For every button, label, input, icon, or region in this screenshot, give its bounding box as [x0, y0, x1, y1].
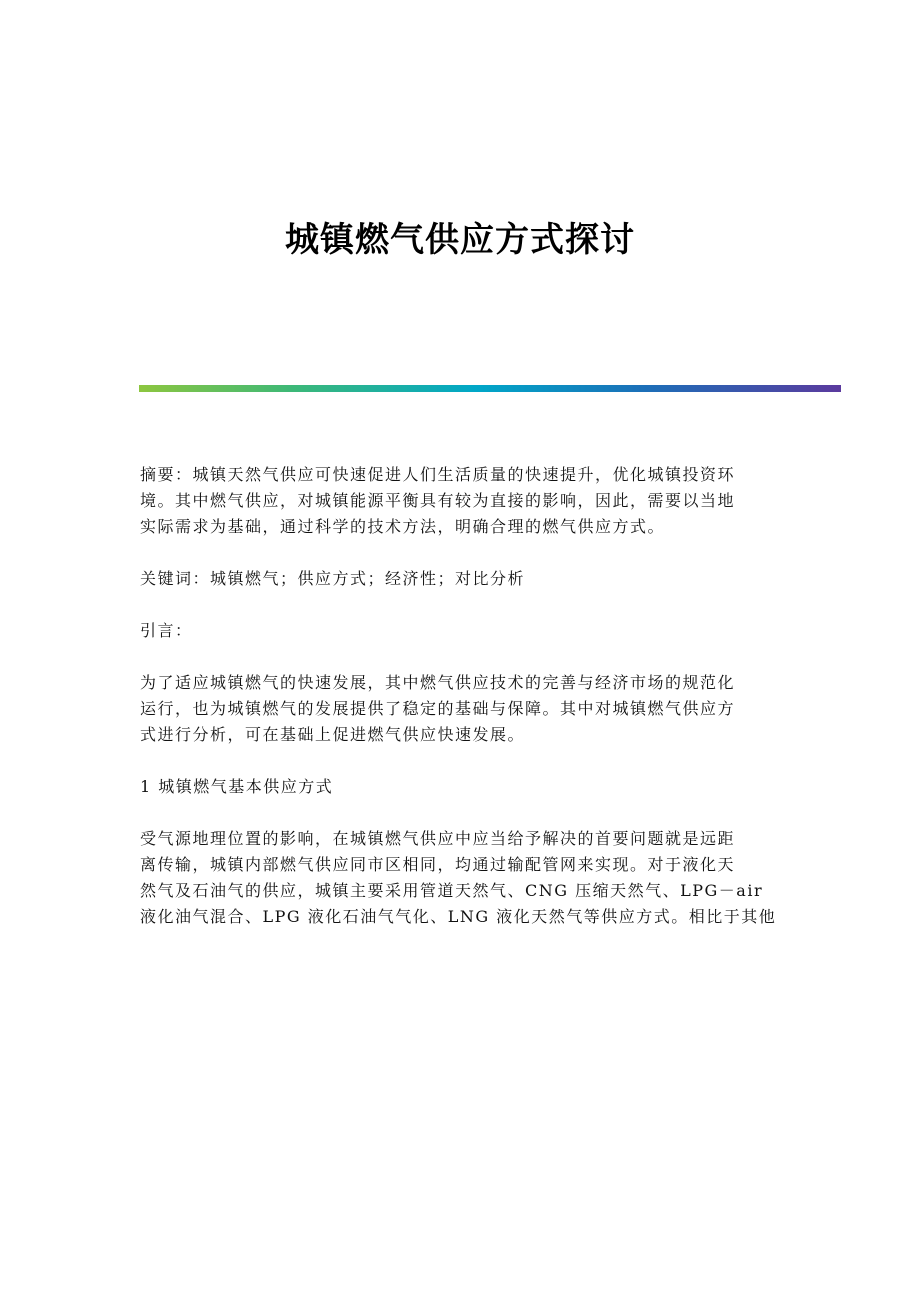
section1-heading-text: 1 城镇燃气基本供应方式: [140, 777, 334, 796]
section1-paragraph: [140, 826, 780, 930]
keywords-line: 关键词：城镇燃气；供应方式；经济性；对比分析: [140, 569, 526, 588]
abstract-line: 实际需求为基础，通过科学的技术方法，明确合理的燃气供应方式。: [140, 517, 666, 536]
section1-line: 离传输，城镇内部燃气供应同市区相同，均通过输配管网来实现。对于液化天: [140, 855, 736, 874]
section1-line: 受气源地理位置的影响，在城镇燃气供应中应当给予解决的首要问题就是远距: [140, 829, 736, 848]
intro-line: 运行，也为城镇燃气的发展提供了稳定的基础与保障。其中对城镇燃气供应方: [140, 699, 736, 718]
section1-heading: [140, 774, 780, 800]
keywords-paragraph: [140, 566, 780, 592]
document-body: [140, 462, 780, 930]
section1-line: 液化油气混合、LPG 液化石油气气化、LNG 液化天然气等供应方式。相比于其他: [140, 907, 777, 926]
abstract-line: 摘要：城镇天然气供应可快速促进人们生活质量的快速提升，优化城镇投资环: [140, 465, 736, 484]
document-title: 城镇燃气供应方式探讨: [285, 220, 635, 260]
intro-line: 式进行分析，可在基础上促进燃气供应快速发展。: [140, 725, 526, 744]
intro-line: 为了适应城镇燃气的快速发展，其中燃气供应技术的完善与经济市场的规范化: [140, 673, 736, 692]
intro-heading-text: 引言：: [140, 621, 193, 640]
title-divider: [139, 385, 841, 392]
section1-line: 然气及石油气的供应，城镇主要采用管道天然气、CNG 压缩天然气、LPG－air: [140, 881, 764, 900]
intro-paragraph: [140, 670, 780, 748]
intro-heading: [140, 618, 780, 644]
abstract-line: 境。其中燃气供应，对城镇能源平衡具有较为直接的影响，因此，需要以当地: [140, 491, 736, 510]
abstract-paragraph: [140, 462, 780, 540]
